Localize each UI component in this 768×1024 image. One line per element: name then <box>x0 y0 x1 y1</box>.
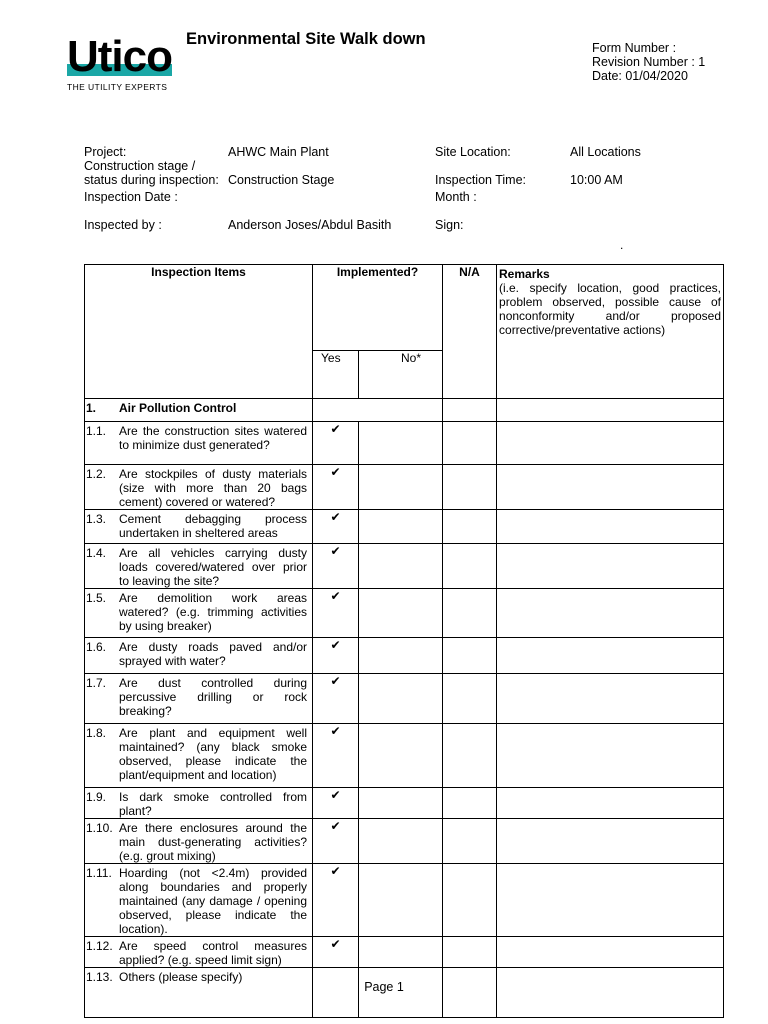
section-heading <box>85 399 313 422</box>
table-row <box>85 544 724 589</box>
item-number: 1.5. <box>86 591 107 605</box>
item-number: 1.2. <box>86 467 107 481</box>
remarks-cell[interactable] <box>497 674 724 724</box>
checkmark-icon: ✔ <box>330 638 341 652</box>
inspection-time-value: 10:00 AM <box>570 173 623 187</box>
item-question: Are dusty roads paved and/or sprayed with water? <box>119 640 307 668</box>
na-cell[interactable] <box>443 674 497 724</box>
col-header-items: Inspection Items <box>85 265 313 399</box>
item-number: 1.12. <box>86 939 113 953</box>
checkmark-icon: ✔ <box>330 788 341 802</box>
project-value: AHWC Main Plant <box>228 145 329 159</box>
logo-wordmark: Utico <box>67 32 172 81</box>
inspection-item <box>85 465 313 510</box>
remarks-cell[interactable] <box>497 544 724 589</box>
section-row <box>85 399 724 422</box>
no-cell[interactable] <box>359 638 443 674</box>
inspection-table <box>84 264 724 1018</box>
na-cell[interactable] <box>443 724 497 788</box>
inspected-by-label: Inspected by : <box>84 218 162 232</box>
yes-cell[interactable] <box>313 544 359 589</box>
item-question: Are there enclosures around the main dust-generating activities? (e.g. grout mixing) <box>119 821 307 863</box>
item-number: 1.13. <box>86 970 113 984</box>
no-cell[interactable] <box>359 422 443 465</box>
checkmark-icon: ✔ <box>330 510 341 524</box>
table-row <box>85 788 724 819</box>
table-row <box>85 510 724 544</box>
month-label: Month : <box>435 190 477 204</box>
remarks-description: (i.e. specify location, good practices, problem observed, possible cause of nonconformity and/or proposed corrective/preventative actions) <box>499 281 722 337</box>
remarks-cell[interactable] <box>497 788 724 819</box>
checkmark-icon: ✔ <box>330 465 341 479</box>
remarks-cell[interactable] <box>497 465 724 510</box>
inspection-item <box>85 422 313 465</box>
yes-cell[interactable] <box>313 422 359 465</box>
na-cell[interactable] <box>443 422 497 465</box>
checkmark-icon: ✔ <box>330 819 341 833</box>
inspection-item <box>85 638 313 674</box>
remarks-title: Remarks <box>499 267 550 281</box>
item-question: Are all vehicles carrying dusty loads covered/watered over prior to leaving the site? <box>119 546 307 588</box>
sign-label: Sign: <box>435 218 464 232</box>
na-cell[interactable] <box>443 465 497 510</box>
yes-cell[interactable] <box>313 638 359 674</box>
document-title: Environmental Site Walk down <box>186 30 426 48</box>
form-date: Date: 01/04/2020 <box>592 69 688 83</box>
section-title: Air Pollution Control <box>119 401 237 415</box>
inspection-item <box>85 544 313 589</box>
checkmark-icon: ✔ <box>330 544 341 558</box>
page-footer: Page 1 <box>364 980 404 994</box>
project-label: Project: <box>84 145 127 159</box>
remarks-cell[interactable] <box>497 638 724 674</box>
yes-cell[interactable] <box>313 510 359 544</box>
table-row <box>85 674 724 724</box>
item-number: 1.1. <box>86 424 107 438</box>
site-location-value: All Locations <box>570 145 641 159</box>
item-question: Others (please specify) <box>119 970 243 984</box>
table-row <box>85 638 724 674</box>
item-number: 1.4. <box>86 546 107 560</box>
inspection-item <box>85 788 313 819</box>
yes-cell[interactable] <box>313 465 359 510</box>
checkmark-icon: ✔ <box>330 674 341 688</box>
table-row <box>85 724 724 788</box>
na-cell[interactable] <box>443 589 497 638</box>
yes-cell[interactable] <box>313 937 359 968</box>
item-question: Is dark smoke controlled from plant? <box>119 790 307 818</box>
remarks-cell[interactable] <box>497 937 724 968</box>
inspection-item <box>85 510 313 544</box>
stage-label-line2: status during inspection: <box>84 173 219 187</box>
checkmark-icon: ✔ <box>330 422 341 436</box>
no-cell[interactable] <box>359 589 443 638</box>
col-header-no: No* <box>359 351 443 399</box>
yes-cell[interactable] <box>313 864 359 937</box>
inspection-item <box>85 674 313 724</box>
remarks-cell[interactable] <box>497 724 724 788</box>
inspection-item <box>85 589 313 638</box>
no-cell[interactable] <box>359 674 443 724</box>
inspection-table-body <box>85 265 724 1018</box>
inspection-time-label: Inspection Time: <box>435 173 527 187</box>
table-header-row <box>85 265 724 351</box>
inspection-item <box>85 819 313 864</box>
item-question: Are speed control measures applied? (e.g. speed limit sign) <box>119 939 307 967</box>
na-cell[interactable] <box>443 544 497 589</box>
item-number: 1.11. <box>86 866 112 880</box>
inspection-item <box>85 937 313 968</box>
na-cell[interactable] <box>443 638 497 674</box>
na-cell[interactable] <box>443 510 497 544</box>
item-question: Cement debagging process undertaken in sheltered areas <box>119 512 307 540</box>
col-header-na: N/A <box>443 265 497 399</box>
item-number: 1.6. <box>86 640 107 654</box>
table-row <box>85 937 724 968</box>
item-number: 1.10. <box>86 821 113 835</box>
item-number: 1.7. <box>86 676 107 690</box>
logo-tagline: THE UTILITY EXPERTS <box>67 82 168 92</box>
item-number: 1.3. <box>86 512 107 526</box>
item-question: Are stockpiles of dusty materials (size with more than 20 bags cement) covered or watered? <box>119 467 307 509</box>
remarks-cell[interactable] <box>497 589 724 638</box>
checkmark-icon: ✔ <box>330 724 341 738</box>
remarks-cell[interactable] <box>497 422 724 465</box>
yes-cell[interactable] <box>313 589 359 638</box>
table-row <box>85 864 724 937</box>
stage-value: Construction Stage <box>228 173 335 187</box>
checkmark-icon: ✔ <box>330 864 341 878</box>
inspected-by-value: Anderson Joses/Abdul Basith <box>228 218 392 232</box>
item-question: Hoarding (not <2.4m) provided along boundaries and properly maintained (any damage / opening observed, please indicate the location). <box>119 866 307 936</box>
col-header-yes: Yes <box>313 351 359 399</box>
utico-logo <box>40 20 195 112</box>
no-cell[interactable] <box>359 544 443 589</box>
yes-cell[interactable] <box>313 819 359 864</box>
item-question: Are plant and equipment well maintained? (any black smoke observed, please indicate the plant/equipment and location) <box>119 726 307 782</box>
table-row <box>85 589 724 638</box>
item-number: 1.9. <box>86 790 107 804</box>
table-row <box>85 819 724 864</box>
site-location-label: Site Location: <box>435 145 511 159</box>
yes-cell[interactable] <box>313 724 359 788</box>
inspection-item <box>85 864 313 937</box>
no-cell[interactable] <box>359 465 443 510</box>
checkmark-icon: ✔ <box>330 937 341 951</box>
yes-cell[interactable] <box>313 674 359 724</box>
no-cell[interactable] <box>359 937 443 968</box>
section-number: 1. <box>86 401 97 415</box>
remarks-cell[interactable] <box>497 510 724 544</box>
inspection-item <box>85 724 313 788</box>
stray-dot: . <box>620 238 624 252</box>
stage-label-line1: Construction stage / <box>84 159 196 173</box>
item-question: Are the construction sites watered to minimize dust generated? <box>119 424 307 452</box>
col-header-implemented: Implemented? <box>313 265 443 351</box>
no-cell[interactable] <box>359 864 443 937</box>
revision-number: Revision Number : 1 <box>592 55 706 69</box>
yes-cell[interactable] <box>313 788 359 819</box>
no-cell[interactable] <box>359 819 443 864</box>
item-question: Are dust controlled during percussive drilling or rock breaking? <box>119 676 307 718</box>
checkmark-icon: ✔ <box>330 589 341 603</box>
na-cell[interactable] <box>443 864 497 937</box>
form-number: Form Number : <box>592 41 677 55</box>
no-cell[interactable] <box>359 510 443 544</box>
item-question: Are demolition work areas watered? (e.g. trimming activities by using breaker) <box>119 591 307 633</box>
na-cell[interactable] <box>443 788 497 819</box>
form-meta <box>592 41 705 83</box>
remarks-cell[interactable] <box>497 819 724 864</box>
inspection-date-label: Inspection Date : <box>84 190 178 204</box>
item-number: 1.8. <box>86 726 107 740</box>
table-row <box>85 465 724 510</box>
no-cell[interactable] <box>359 788 443 819</box>
na-cell[interactable] <box>443 819 497 864</box>
no-cell[interactable] <box>359 724 443 788</box>
na-cell[interactable] <box>443 937 497 968</box>
remarks-cell[interactable] <box>497 864 724 937</box>
table-row <box>85 422 724 465</box>
col-header-remarks <box>497 265 724 399</box>
